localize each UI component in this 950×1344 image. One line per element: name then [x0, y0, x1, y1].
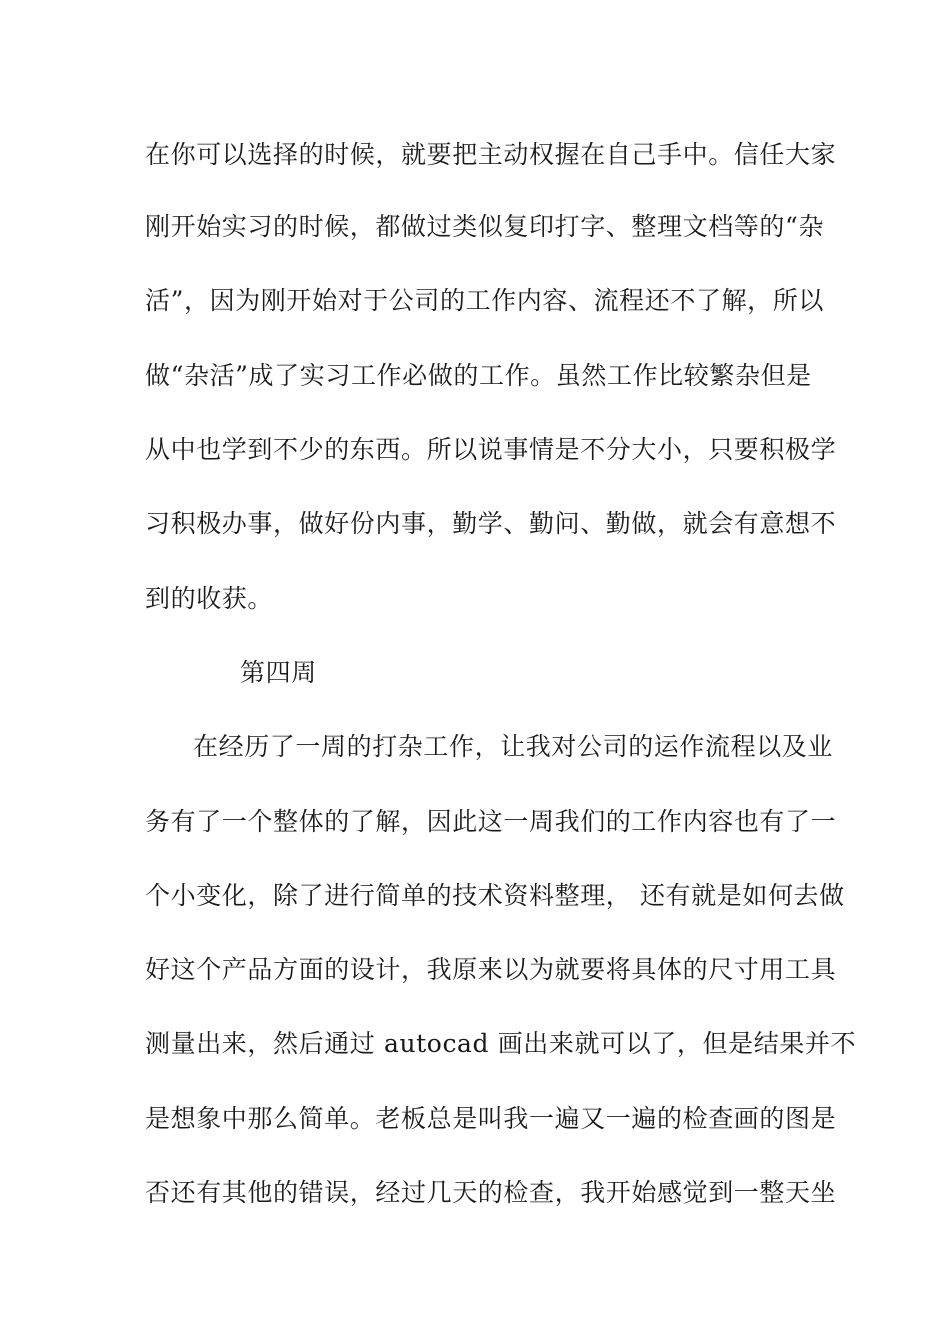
paragraph-2-line-1: 在经历了一周的打杂工作，让我对公司的运作流程以及业: [193, 732, 834, 761]
paragraph-1-line-6: 习积极办事，做好份内事，勤学、勤问、勤做，就会有意想不: [145, 509, 837, 538]
paragraph-2-line-5: 测量出来，然后通过 autocad 画出来就可以了，但是结果并不: [145, 1029, 857, 1058]
paragraph-1-line-4: 做“杂活”成了实习工作必做的工作。虽然工作比较繁杂但是: [145, 361, 812, 390]
section-heading: 第四周: [240, 658, 317, 687]
paragraph-2-line-6: 是想象中那么简单。老板总是叫我一遍又一遍的检查画的图是: [145, 1104, 837, 1133]
paragraph-2-line-7: 否还有其他的错误，经过几天的检查，我开始感觉到一整天坐: [145, 1178, 837, 1207]
paragraph-2-line-3: 个小变化，除了进行简单的技术资料整理， 还有就是如何去做: [145, 881, 845, 910]
paragraph-2-line-2: 务有了一个整体的了解，因此这一周我们的工作内容也有了一: [145, 807, 837, 836]
paragraph-1-line-7: 到的收获。: [145, 584, 274, 613]
paragraph-1-line-5: 从中也学到不少的东西。所以说事情是不分大小，只要积极学: [145, 435, 837, 464]
paragraph-1-line-2: 刚开始实习的时候，都做过类似复印打字、整理文档等的“杂: [145, 212, 824, 241]
paragraph-1-line-1: 在你可以选择的时候，就要把主动权握在自己手中。信任大家: [145, 140, 837, 169]
paragraph-2-line-4: 好这个产品方面的设计，我原来以为就要将具体的尺寸用工具: [145, 955, 837, 984]
paragraph-1-line-3: 活”，因为刚开始对于公司的工作内容、流程还不了解，所以: [145, 286, 824, 315]
